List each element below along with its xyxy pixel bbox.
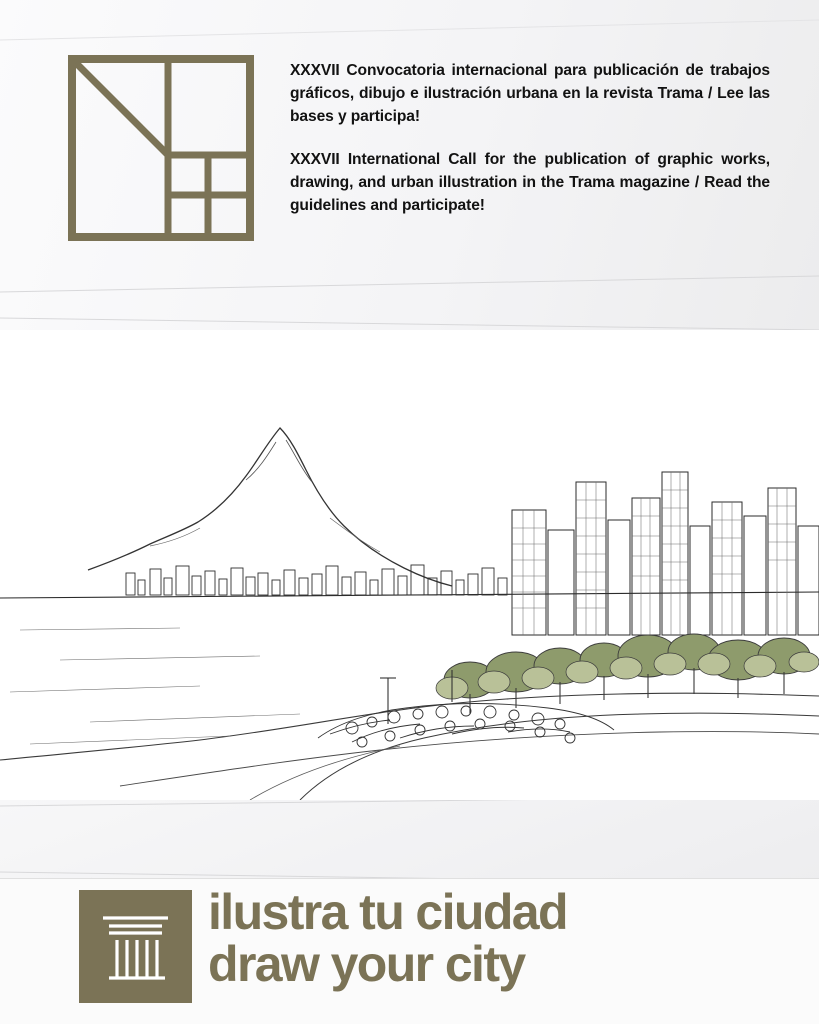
slogan-spanish: ilustra tu ciudad — [208, 884, 567, 940]
header-text-block — [290, 60, 770, 238]
trama-square-logo-icon — [68, 55, 254, 241]
call-paragraph-spanish: XXXVII Convocatoria internacional para publicación de trabajos gráficos, dibujo e ilustración urbana en la revista Trama / Lee las bases y participa! — [290, 62, 770, 125]
urban-skyline-sketch — [0, 330, 819, 800]
slogan-english: draw your city — [208, 935, 525, 992]
footer-slogan-block — [208, 884, 808, 992]
call-paragraph-english: XXXVII International Call for the publication of graphic works, drawing, and urban illustration in the Trama magazine / Read the guidelines and participate! — [290, 150, 770, 214]
column-mark-icon — [79, 890, 192, 1003]
